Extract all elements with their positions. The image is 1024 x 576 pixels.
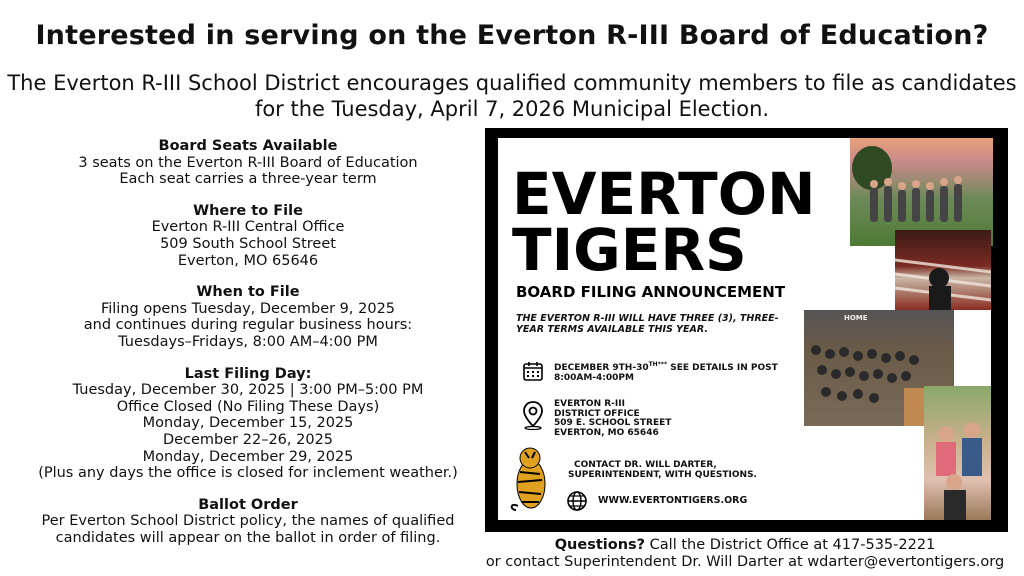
where-heading: Where to File [193,202,303,219]
flyer-contact [568,460,757,480]
flyer-time: 8:00AM-4:00PM [554,372,634,383]
flyer-address-row [522,400,671,438]
photo-kids [924,386,991,520]
flyer-office-line: 509 E. SCHOOL STREET [554,418,672,428]
questions-phone: Call the District Office at 417-535-2221 [645,537,936,553]
flyer-office-line: EVERTON R-III [554,399,625,409]
last-day-line: Tuesday, December 30, 2025 | 3:00 PM–5:00 PM [72,382,424,399]
flyer-everton-heading: EVERTON [512,160,816,228]
subtitle [0,70,1024,122]
flyer-date: DECEMBER 9TH-30 [554,363,649,373]
seats-section [22,138,474,188]
when-line: and continues during regular business hours: [83,317,413,334]
ballot-section [22,497,474,547]
ballot-heading: Ballot Order [198,496,298,513]
flyer-panel [498,138,991,520]
seats-line: Each seat carries a three-year term [119,171,377,188]
location-pin-icon [522,400,544,430]
flyer-contact-line: SUPERINTENDENT, WITH QUESTIONS. [568,470,757,480]
last-day-line: December 22–26, 2025 [162,431,334,448]
filing-details [22,138,474,561]
when-section [22,284,474,350]
last-day-line: (Plus any days the office is closed for inclement weather.) [38,465,458,482]
tiger-mascot-icon [506,444,556,516]
flyer-contact-line: CONTACT DR. WILL DARTER, [574,460,717,470]
when-heading: When to File [196,284,300,301]
globe-icon [566,490,588,512]
where-line: Everton R-III Central Office [151,219,345,236]
last-day-line: Monday, December 29, 2025 [142,448,354,465]
last-day-section [22,366,474,482]
where-section [22,203,474,269]
subtitle-line-1: The Everton R-III School District encourages qualified community members to file as candidates [7,71,1017,95]
when-line: Tuesdays–Fridays, 8:00 AM–4:00 PM [118,333,378,350]
seats-heading: Board Seats Available [158,138,338,154]
ballot-line: candidates will appear on the ballot in order of filing. [55,529,441,546]
flyer-tigers-heading: TIGERS [512,216,747,284]
flyer-website-row [566,490,747,512]
photo-home-sign: HOME [844,314,868,322]
photo-flag [895,230,991,310]
flyer-announcement: BOARD FILING ANNOUNCEMENT [516,283,786,301]
last-day-heading: Last Filing Day: [184,365,312,382]
calendar-icon [522,360,544,382]
flyer-website: WWW.EVERTONTIGERS.ORG [598,495,748,507]
flyer-date-note: SEE DETAILS IN POST [667,363,778,373]
ballot-line: Per Everton School District policy, the names of qualified [41,513,455,530]
when-line: Filing opens Tuesday, December 9, 2025 [100,300,396,317]
questions-email: or contact Superintendent Dr. Will Darter at wdarter@evertontigers.org [485,553,1005,570]
flyer-terms: THE EVERTON R-III WILL HAVE THREE (3), THREE-YEAR TERMS AVAILABLE THIS YEAR. [516,313,779,335]
questions-label: Questions? [554,537,646,553]
flyer-office-line: EVERTON, MO 65646 [554,427,659,438]
flyer-date-suffix: TH*** [648,361,668,368]
flyer-date-row [522,360,778,383]
page-title: Interested in serving on the Everton R-III Board of Education? [35,20,989,51]
where-line: Everton, MO 65646 [177,252,319,269]
subtitle-line-2: for the Tuesday, April 7, 2026 Municipal Election. [254,97,770,121]
where-line: 509 South School Street [160,235,336,252]
last-day-line: Monday, December 15, 2025 [142,415,354,432]
flyer-office-line: DISTRICT OFFICE [554,408,640,419]
last-day-line: Office Closed (No Filing These Days) [116,398,380,415]
questions-footer [485,537,1005,570]
flyer-image [485,128,1008,532]
seats-line: 3 seats on the Everton R-III Board of Education [78,154,418,171]
